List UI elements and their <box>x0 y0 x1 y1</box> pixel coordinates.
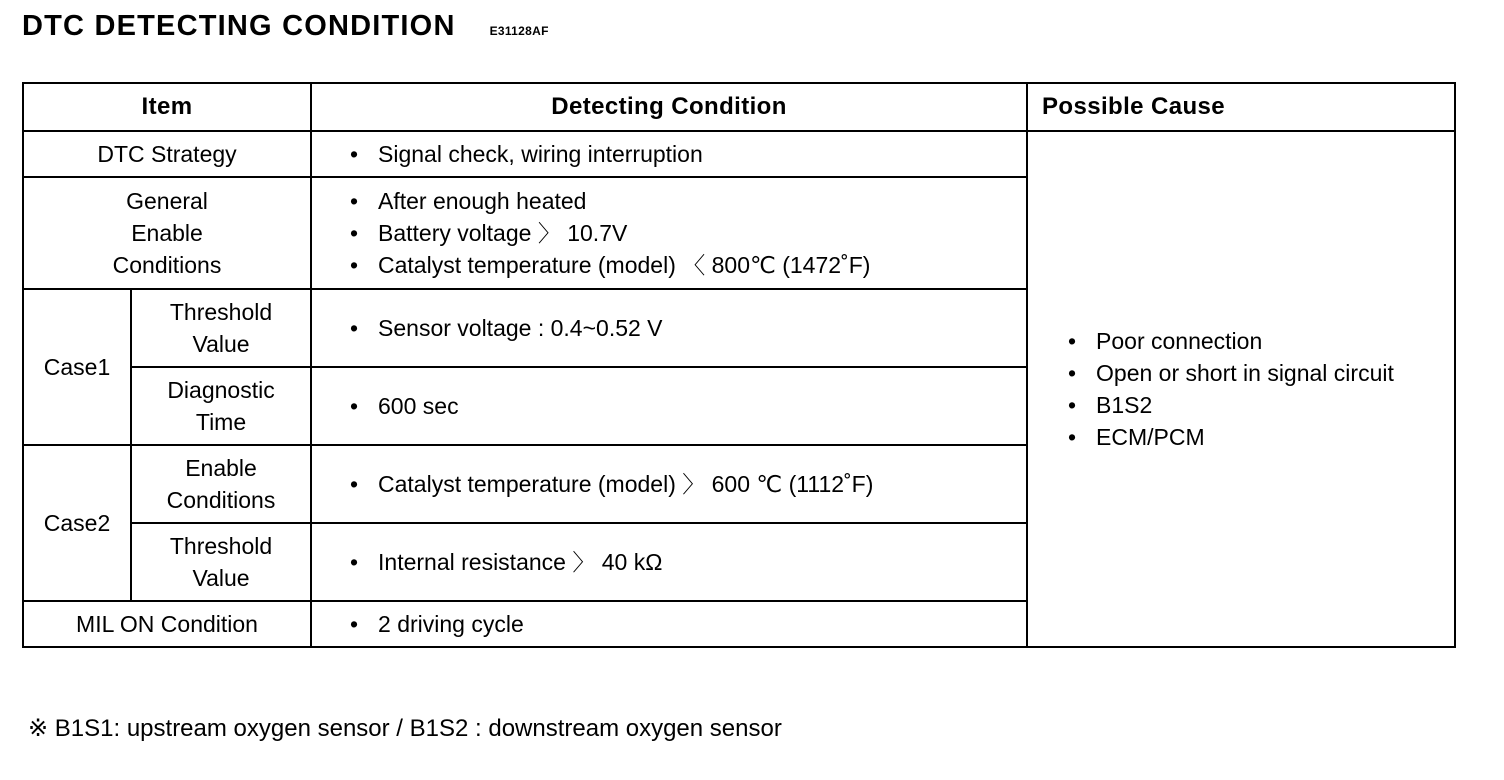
label-line: General <box>126 188 208 214</box>
dtc-condition-table <box>22 82 1456 648</box>
item-case1: Case1 <box>23 289 131 445</box>
bullet-item: • Sensor voltage : 0.4~0.52 V <box>350 312 1026 344</box>
label-line: Threshold <box>169 533 273 559</box>
possible-cause-cell <box>1027 131 1455 647</box>
label-line: Time <box>195 409 247 435</box>
figure-code: E31128AF <box>489 24 549 38</box>
label-line: Conditions <box>112 252 222 278</box>
label-line: Diagnostic <box>167 377 275 403</box>
bullet-item: • After enough heated <box>350 185 1026 217</box>
item-dtc-strategy: DTC Strategy <box>23 131 311 177</box>
title-row <box>22 10 549 43</box>
bullet-item: • Signal check, wiring interruption <box>350 138 1026 170</box>
bullet-item: • 2 driving cycle <box>350 608 1026 640</box>
item-case1-threshold-value <box>131 289 311 367</box>
page-title: DTC DETECTING CONDITION <box>22 10 456 42</box>
label-line: Value <box>192 565 250 591</box>
condition-case1-diagnostic-time <box>311 367 1027 445</box>
column-header-item: Item <box>23 83 311 131</box>
condition-dtc-strategy <box>311 131 1027 177</box>
footnote: ※ B1S1: upstream oxygen sensor / B1S2 : downstream oxygen sensor <box>28 715 782 742</box>
label-line: Enable <box>185 455 257 481</box>
cause-item: • Open or short in signal circuit <box>1068 357 1454 389</box>
item-mil-on-condition: MIL ON Condition <box>23 601 311 647</box>
item-general-enable-conditions <box>23 177 311 289</box>
label-line: Threshold <box>169 299 273 325</box>
condition-mil-on <box>311 601 1027 647</box>
item-case2-enable-conditions <box>131 445 311 523</box>
bullet-item: • Catalyst temperature (model) 〈 800℃ (1472˚F) <box>350 249 1026 281</box>
cause-item: • Poor connection <box>1068 325 1454 357</box>
bullet-item: • Catalyst temperature (model) 〉 600 ℃ (1112˚F) <box>350 468 1026 500</box>
condition-case2-enable <box>311 445 1027 523</box>
cause-item: • B1S2 <box>1068 389 1454 421</box>
bullet-item: • 600 sec <box>350 390 1026 422</box>
label-line: Conditions <box>166 487 276 513</box>
bullet-item: • Battery voltage 〉 10.7V <box>350 217 1026 249</box>
cause-item: • ECM/PCM <box>1068 421 1454 453</box>
condition-case2-threshold <box>311 523 1027 601</box>
item-case2-threshold-value <box>131 523 311 601</box>
bullet-item: • Internal resistance 〉 40 kΩ <box>350 546 1026 578</box>
item-case1-diagnostic-time <box>131 367 311 445</box>
table-header-row <box>23 83 1455 131</box>
table-row-dtc-strategy <box>23 131 1455 177</box>
column-header-detecting-condition: Detecting Condition <box>311 83 1027 131</box>
label-line: Enable <box>131 220 203 246</box>
condition-general-enable <box>311 177 1027 289</box>
column-header-possible-cause: Possible Cause <box>1027 83 1455 131</box>
item-case2: Case2 <box>23 445 131 601</box>
condition-case1-threshold <box>311 289 1027 367</box>
label-line: Value <box>192 331 250 357</box>
